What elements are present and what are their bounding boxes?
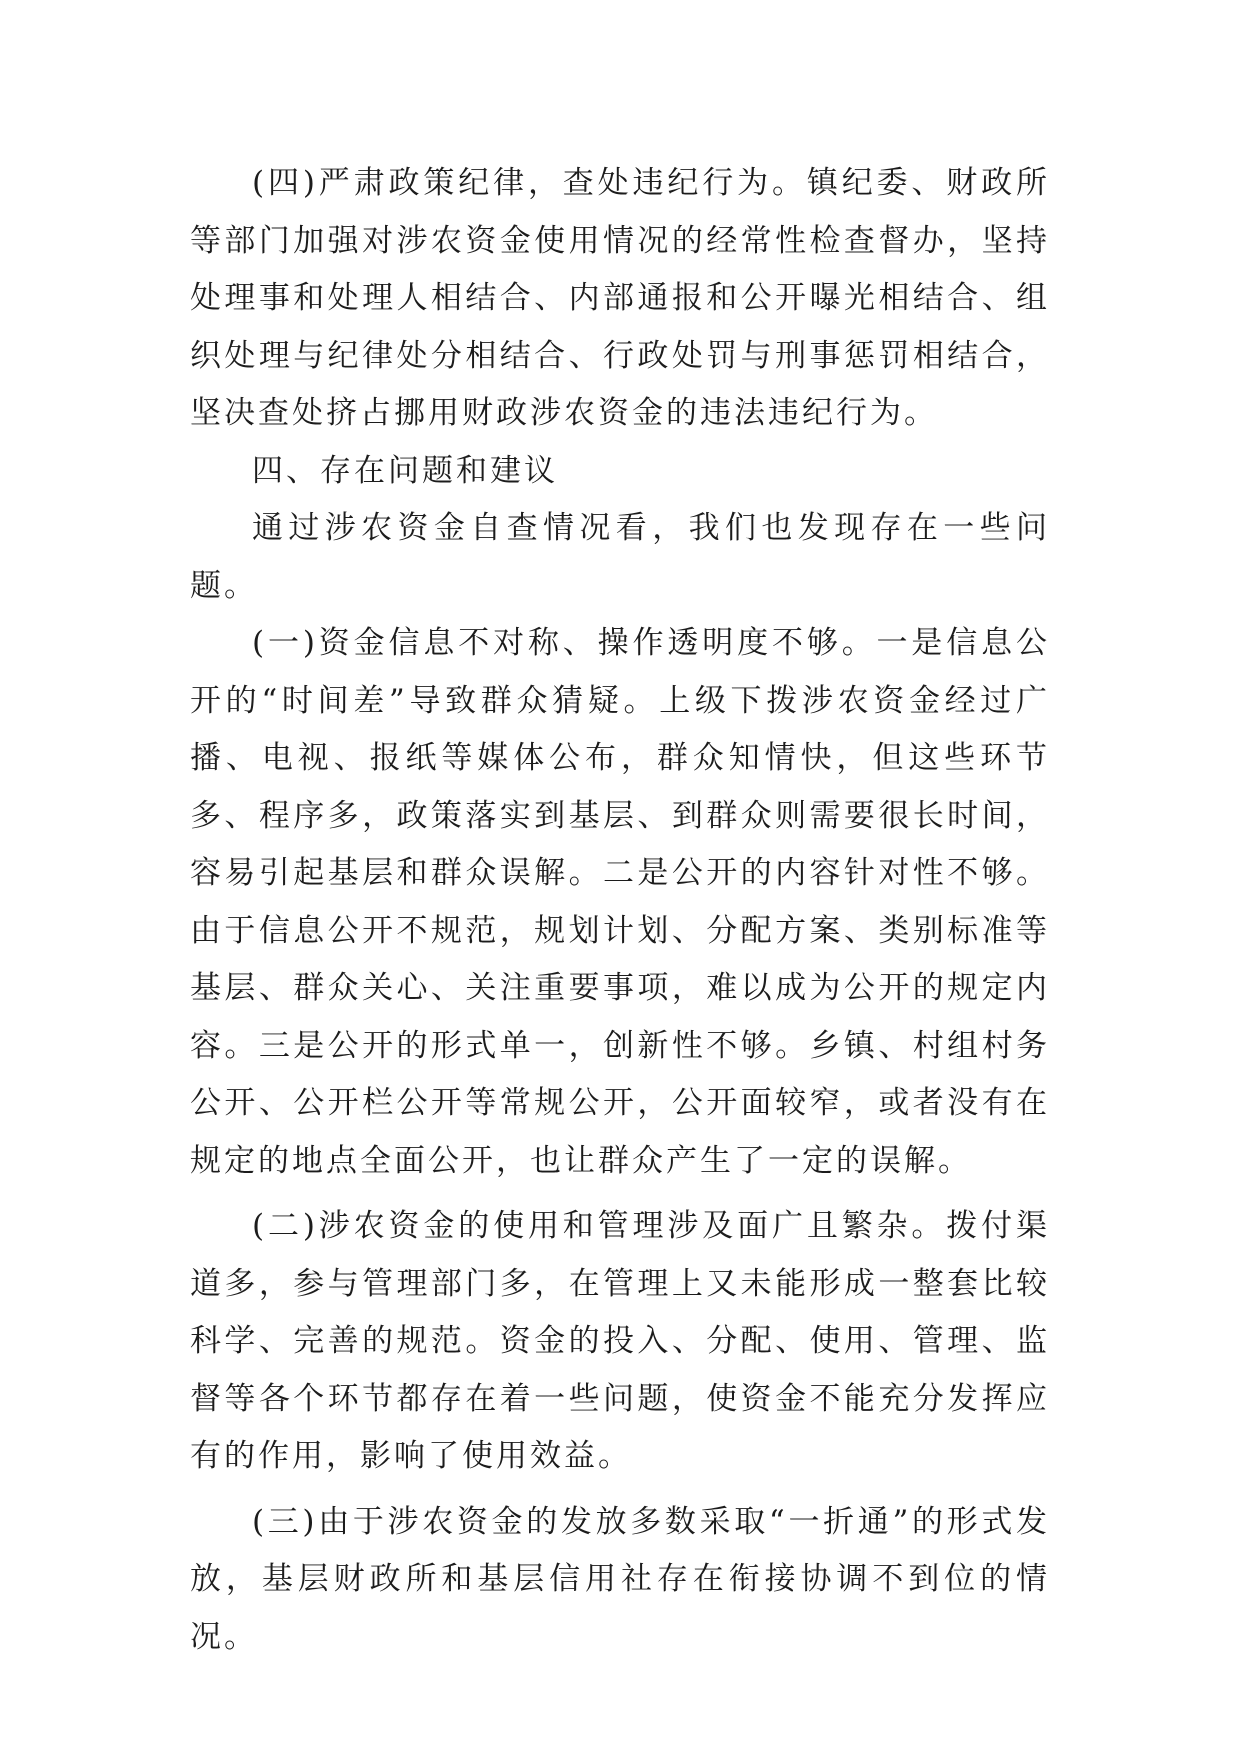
paragraph-intro: 通过涉农资金自查情况看，我们也发现存在一些问题。 xyxy=(190,510,1050,604)
document-body xyxy=(190,155,1050,1666)
section-heading-problems: 四、存在问题和建议 xyxy=(252,452,558,489)
paragraph-discipline: (四)严肃政策纪律，查处违纪行为。镇纪委、财政所等部门加强对涉农资金使用情况的经常性检查督办，坚持处理事和处理人相结合、内部通报和公开曝光相结合、组织处理与纪律处分相结合、行政处罚与刑事惩罚相结合，坚决查处挤占挪用财政涉农资金的违法违纪行为。 xyxy=(190,165,1050,431)
paragraph-problem-3: (三)由于涉农资金的发放多数采取“一折通”的形式发放，基层财政所和基层信用社存在衔接协调不到位的情况。 xyxy=(190,1503,1050,1655)
paragraph-problem-2: (二)涉农资金的使用和管理涉及面广且繁杂。拨付渠道多，参与管理部门多，在管理上又未能形成一整套比较科学、完善的规范。资金的投入、分配、使用、管理、监督等各个环节都存在着一些问题，使资金不能充分发挥应有的作用，影响了使用效益。 xyxy=(190,1208,1050,1474)
paragraph-problem-1: (一)资金信息不对称、操作透明度不够。一是信息公开的“时间差”导致群众猜疑。上级下拨涉农资金经过广播、电视、报纸等媒体公布，群众知情快，但这些环节多、程序多，政策落实到基层、到群众则需要很长时间，容易引起基层和群众误解。二是公开的内容针对性不够。由于信息公开不规范，规划计划、分配方案、类别标准等基层、群众关心、关注重要事项，难以成为公开的规定内容。三是公开的形式单一，创新性不够。乡镇、村组村务公开、公开栏公开等常规公开，公开面较窄，或者没有在规定的地点全面公开，也让群众产生了一定的误解。 xyxy=(190,625,1050,1179)
